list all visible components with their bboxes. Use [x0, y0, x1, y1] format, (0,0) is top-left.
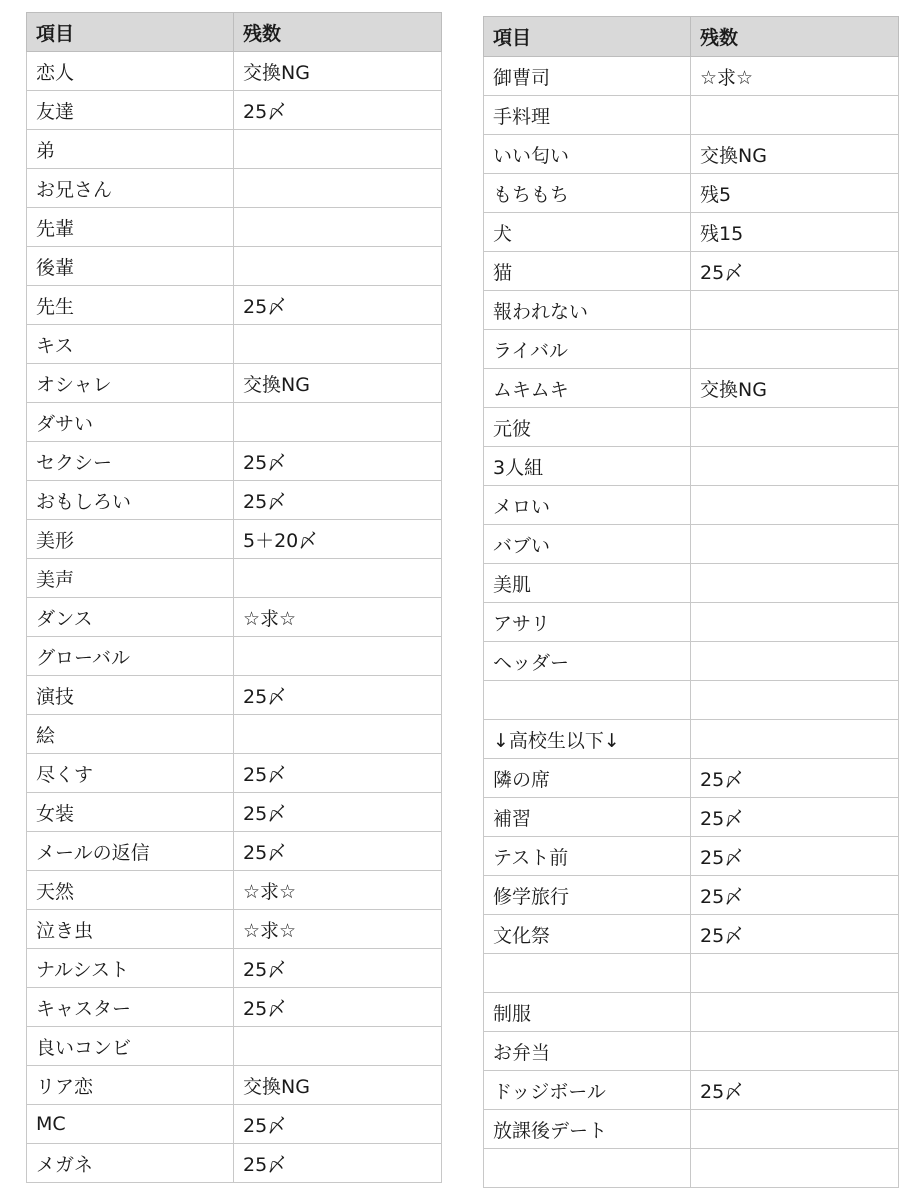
remaining-cell: 25〆 — [234, 754, 442, 793]
table-row — [27, 91, 442, 130]
table-row — [27, 910, 442, 949]
table-row — [484, 96, 899, 135]
table-row — [27, 988, 442, 1027]
table-row — [484, 564, 899, 603]
remaining-cell — [234, 208, 442, 247]
remaining-cell — [691, 1149, 899, 1188]
remaining-cell: ☆求☆ — [234, 598, 442, 637]
table-row — [27, 1105, 442, 1144]
item-cell: 天然 — [27, 871, 234, 910]
remaining-cell: 残15 — [691, 213, 899, 252]
table-row — [484, 954, 899, 993]
header-row — [27, 13, 442, 52]
table-row — [27, 598, 442, 637]
table-row — [484, 174, 899, 213]
item-cell: メールの返信 — [27, 832, 234, 871]
table-row — [27, 481, 442, 520]
table-row — [27, 637, 442, 676]
item-cell: 美声 — [27, 559, 234, 598]
item-cell: 御曹司 — [484, 57, 691, 96]
header-item: 項目 — [484, 17, 691, 57]
item-cell: 隣の席 — [484, 759, 691, 798]
item-cell: 美肌 — [484, 564, 691, 603]
header-remaining: 残数 — [691, 17, 899, 57]
table-row — [27, 442, 442, 481]
table-row — [27, 793, 442, 832]
item-cell: ↓高校生以下↓ — [484, 720, 691, 759]
item-cell: 修学旅行 — [484, 876, 691, 915]
remaining-cell: 交換NG — [234, 1066, 442, 1105]
left-table-body — [27, 52, 442, 1183]
table-row — [27, 52, 442, 91]
remaining-cell — [691, 408, 899, 447]
table-row — [27, 676, 442, 715]
remaining-cell — [234, 1027, 442, 1066]
item-cell: テスト前 — [484, 837, 691, 876]
item-cell — [484, 1149, 691, 1188]
remaining-cell: 25〆 — [234, 1105, 442, 1144]
table-row — [27, 520, 442, 559]
item-cell: お弁当 — [484, 1032, 691, 1071]
right-table-body — [484, 57, 899, 1188]
item-cell: 演技 — [27, 676, 234, 715]
item-cell: キス — [27, 325, 234, 364]
remaining-cell: 25〆 — [234, 286, 442, 325]
table-row — [484, 408, 899, 447]
table-row — [27, 247, 442, 286]
item-cell: キャスター — [27, 988, 234, 1027]
table-row — [484, 57, 899, 96]
remaining-cell — [691, 1110, 899, 1149]
table-row — [484, 135, 899, 174]
remaining-cell — [691, 720, 899, 759]
item-cell: 良いコンビ — [27, 1027, 234, 1066]
item-cell: 猫 — [484, 252, 691, 291]
right-table — [483, 16, 899, 1188]
table-row — [484, 642, 899, 681]
remaining-cell: 交換NG — [691, 135, 899, 174]
item-cell: 女装 — [27, 793, 234, 832]
remaining-cell — [234, 169, 442, 208]
remaining-cell: ☆求☆ — [234, 871, 442, 910]
item-cell: いい匂い — [484, 135, 691, 174]
item-cell: ムキムキ — [484, 369, 691, 408]
item-cell: 先生 — [27, 286, 234, 325]
table-row — [484, 291, 899, 330]
remaining-cell: 交換NG — [234, 52, 442, 91]
table-row — [27, 949, 442, 988]
remaining-cell: 25〆 — [234, 988, 442, 1027]
remaining-cell — [691, 642, 899, 681]
table-row — [27, 169, 442, 208]
remaining-cell — [691, 486, 899, 525]
remaining-cell: 25〆 — [234, 442, 442, 481]
remaining-cell — [691, 954, 899, 993]
item-cell: 泣き虫 — [27, 910, 234, 949]
remaining-cell — [691, 330, 899, 369]
remaining-cell — [691, 564, 899, 603]
header-item: 項目 — [27, 13, 234, 52]
item-cell: 手料理 — [484, 96, 691, 135]
remaining-cell — [234, 325, 442, 364]
item-cell: オシャレ — [27, 364, 234, 403]
item-cell: もちもち — [484, 174, 691, 213]
item-cell: 制服 — [484, 993, 691, 1032]
remaining-cell — [691, 993, 899, 1032]
table-row — [484, 252, 899, 291]
remaining-cell — [691, 681, 899, 720]
item-cell: アサリ — [484, 603, 691, 642]
table-row — [484, 759, 899, 798]
item-cell — [484, 954, 691, 993]
remaining-cell: 25〆 — [691, 1071, 899, 1110]
table-row — [27, 364, 442, 403]
remaining-cell: 25〆 — [234, 832, 442, 871]
table-row — [27, 1066, 442, 1105]
table-row — [484, 603, 899, 642]
table-row — [484, 720, 899, 759]
remaining-cell: 25〆 — [234, 949, 442, 988]
item-cell: 3人組 — [484, 447, 691, 486]
item-cell: おもしろい — [27, 481, 234, 520]
table-row — [484, 876, 899, 915]
item-cell: 尽くす — [27, 754, 234, 793]
remaining-cell: 交換NG — [691, 369, 899, 408]
item-cell: 友達 — [27, 91, 234, 130]
table-row — [484, 798, 899, 837]
table-row — [27, 1144, 442, 1183]
table-row — [27, 1027, 442, 1066]
item-cell: ナルシスト — [27, 949, 234, 988]
table-row — [27, 130, 442, 169]
table-row — [484, 837, 899, 876]
item-cell: ドッジボール — [484, 1071, 691, 1110]
remaining-cell — [234, 559, 442, 598]
remaining-cell: 25〆 — [691, 837, 899, 876]
table-row — [484, 213, 899, 252]
header-row — [484, 17, 899, 57]
table-row — [27, 832, 442, 871]
remaining-cell: 25〆 — [234, 1144, 442, 1183]
item-cell: 先輩 — [27, 208, 234, 247]
remaining-cell: 25〆 — [234, 676, 442, 715]
table-row — [484, 1032, 899, 1071]
item-cell: 美形 — [27, 520, 234, 559]
left-table — [26, 12, 442, 1183]
item-cell: 放課後デート — [484, 1110, 691, 1149]
remaining-cell — [691, 525, 899, 564]
table-row — [27, 715, 442, 754]
item-cell: 弟 — [27, 130, 234, 169]
remaining-cell: ☆求☆ — [234, 910, 442, 949]
item-cell: ライバル — [484, 330, 691, 369]
item-cell: 犬 — [484, 213, 691, 252]
remaining-cell: 25〆 — [234, 481, 442, 520]
table-row — [484, 1110, 899, 1149]
item-cell: お兄さん — [27, 169, 234, 208]
item-cell — [484, 681, 691, 720]
table-row — [484, 525, 899, 564]
table-row — [484, 1071, 899, 1110]
item-cell: メロい — [484, 486, 691, 525]
table-row — [484, 486, 899, 525]
table-row — [484, 369, 899, 408]
item-cell: MC — [27, 1105, 234, 1144]
table-row — [27, 286, 442, 325]
table-row — [27, 754, 442, 793]
remaining-cell — [691, 603, 899, 642]
header-remaining: 残数 — [234, 13, 442, 52]
item-cell: 後輩 — [27, 247, 234, 286]
item-cell: セクシー — [27, 442, 234, 481]
table-row — [484, 1149, 899, 1188]
item-cell: メガネ — [27, 1144, 234, 1183]
item-cell: ヘッダー — [484, 642, 691, 681]
table-row — [27, 325, 442, 364]
item-cell: 補習 — [484, 798, 691, 837]
remaining-cell: 25〆 — [691, 252, 899, 291]
item-cell: 文化祭 — [484, 915, 691, 954]
remaining-cell: 5＋20〆 — [234, 520, 442, 559]
table-row — [484, 681, 899, 720]
item-cell: 報われない — [484, 291, 691, 330]
item-cell: ダンス — [27, 598, 234, 637]
remaining-cell — [234, 715, 442, 754]
table-row — [27, 208, 442, 247]
item-cell: 絵 — [27, 715, 234, 754]
item-cell: リア恋 — [27, 1066, 234, 1105]
remaining-cell — [234, 637, 442, 676]
item-cell: グローバル — [27, 637, 234, 676]
table-row — [484, 447, 899, 486]
remaining-cell — [691, 291, 899, 330]
remaining-cell: ☆求☆ — [691, 57, 899, 96]
item-cell: 元彼 — [484, 408, 691, 447]
table-row — [27, 403, 442, 442]
remaining-cell — [234, 247, 442, 286]
remaining-cell — [691, 1032, 899, 1071]
remaining-cell: 交換NG — [234, 364, 442, 403]
remaining-cell — [234, 130, 442, 169]
item-cell: ダサい — [27, 403, 234, 442]
remaining-cell: 25〆 — [234, 91, 442, 130]
remaining-cell — [234, 403, 442, 442]
remaining-cell: 残5 — [691, 174, 899, 213]
remaining-cell: 25〆 — [691, 876, 899, 915]
table-row — [484, 915, 899, 954]
item-cell: 恋人 — [27, 52, 234, 91]
remaining-cell: 25〆 — [691, 798, 899, 837]
remaining-cell: 25〆 — [234, 793, 442, 832]
remaining-cell: 25〆 — [691, 759, 899, 798]
remaining-cell — [691, 96, 899, 135]
table-row — [27, 871, 442, 910]
remaining-cell — [691, 447, 899, 486]
table-row — [484, 993, 899, 1032]
table-row — [484, 330, 899, 369]
table-row — [27, 559, 442, 598]
item-cell: バブい — [484, 525, 691, 564]
remaining-cell: 25〆 — [691, 915, 899, 954]
